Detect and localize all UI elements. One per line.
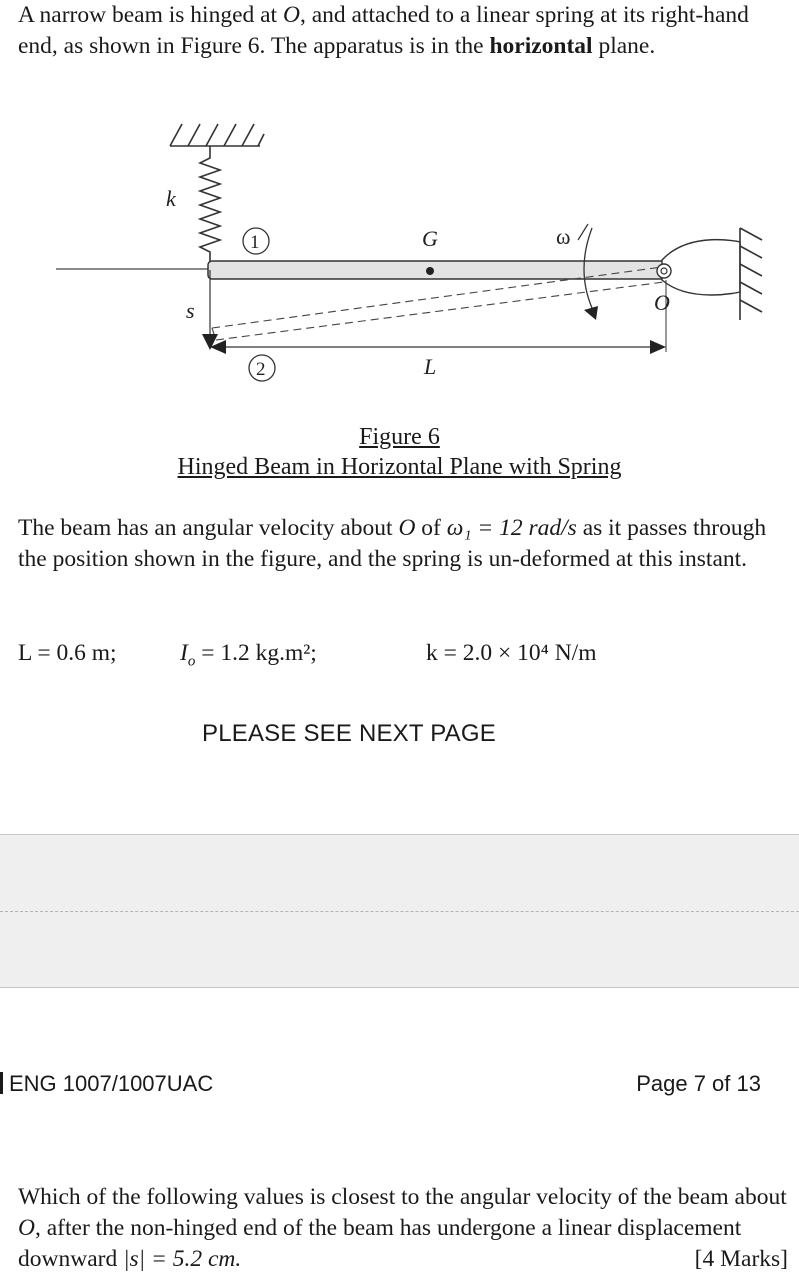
- label-k: k: [166, 186, 176, 211]
- footer-bar-mark: [0, 1072, 3, 1094]
- body-omega1: ω₁ = 12 rad/s: [446, 515, 577, 541]
- intro-text-1: A narrow beam is hinged at: [18, 2, 283, 28]
- label-g: G: [422, 226, 438, 251]
- question-paragraph: [18, 1182, 788, 1275]
- label-2: 2: [256, 359, 266, 380]
- question-marks: [4 Marks]: [694, 1246, 788, 1272]
- intro-bold-horizontal: horizontal: [489, 33, 593, 59]
- figure-caption: [0, 422, 799, 482]
- body-text-2: of: [415, 515, 447, 541]
- page-break-line: [0, 911, 799, 912]
- intro-text-2: , and attached to a linear spring at its right-hand end, as shown in Figure 6. The apparatus is in the: [18, 2, 749, 59]
- figure-number: Figure 6: [359, 424, 440, 450]
- intro-text-3: plane.: [592, 33, 656, 59]
- question-s-value: |s| = 5.2 cm.: [123, 1246, 242, 1272]
- hinge-o: [657, 240, 740, 295]
- body-text-3: as it passes through the position shown in the figure, and the spring is un-deformed at this instant.: [18, 515, 767, 572]
- label-s: s: [186, 298, 195, 323]
- body-paragraph: [18, 513, 788, 575]
- question-text-2: , after the non-hinged end of the beam has undergone a linear displacement downward: [18, 1215, 742, 1272]
- figure-6-diagram: [50, 110, 770, 400]
- question-o-symbol: O: [18, 1215, 35, 1241]
- param-k: k = 2.0 × 10⁴ N/m: [426, 640, 597, 666]
- beam: [208, 261, 668, 279]
- figure-title: Hinged Beam in Horizontal Plane with Spring: [177, 454, 622, 480]
- footer-course-code: ENG 1007/1007UAC: [0, 1071, 213, 1097]
- label-o: O: [654, 290, 670, 315]
- label-l: L: [424, 354, 437, 379]
- intro-o-symbol: O: [282, 2, 300, 28]
- label-1: 1: [250, 232, 260, 253]
- param-io: $I_o = 1.2$ kg.m²;: [180, 640, 317, 670]
- intro-paragraph: [18, 0, 788, 62]
- label-omega: ω: [556, 224, 571, 249]
- page-break-gap: [0, 834, 799, 988]
- wall-support-right: [740, 228, 762, 320]
- spring: [200, 146, 220, 262]
- param-l: L = 0.6 m;: [18, 640, 117, 666]
- ground-support-top: [170, 124, 264, 146]
- question-text-1: Which of the following values is closest to the angular velocity of the beam about: [18, 1184, 787, 1210]
- s-displacement-arrow: [202, 270, 218, 350]
- body-text-1: The beam has an angular velocity about: [18, 515, 399, 541]
- please-see-next-page: PLEASE SEE NEXT PAGE: [202, 720, 496, 747]
- footer-page-number: Page 7 of 13: [636, 1071, 761, 1096]
- center-of-mass: [426, 267, 434, 275]
- body-o-symbol: O: [398, 515, 416, 541]
